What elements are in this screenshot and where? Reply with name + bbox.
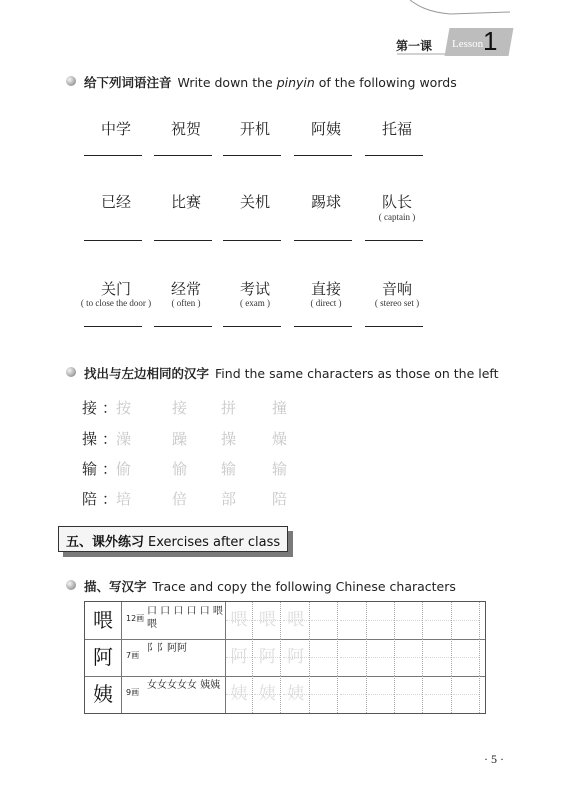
trace-cell[interactable]: 喂: [226, 602, 253, 639]
model-char: 阿: [85, 639, 122, 676]
vocab-word: 踢球: [310, 193, 341, 211]
vocab-word: 经常: [170, 280, 201, 298]
heading-zh: 描、写汉字: [84, 579, 147, 594]
pinyin-answer-line[interactable]: [294, 326, 352, 327]
candidate-char[interactable]: 接: [172, 399, 188, 417]
exercises-banner-text: [66, 531, 280, 550]
copy-cell[interactable]: [396, 602, 423, 639]
copy-cell[interactable]: [340, 602, 367, 639]
vocab-gloss: ( captain ): [378, 212, 416, 222]
colon: ：: [102, 430, 118, 448]
vocab-gloss: ( to close the door ): [80, 298, 152, 308]
stroke-count: 9画: [126, 688, 140, 697]
pinyin-answer-line[interactable]: [154, 155, 212, 156]
trace-cell[interactable]: 阿: [283, 639, 310, 676]
pinyin-answer-line[interactable]: [294, 240, 352, 241]
candidate-char[interactable]: 愉: [172, 460, 188, 478]
vocab-gloss: ( often ): [171, 298, 201, 308]
target-char: 陪: [82, 490, 98, 508]
pinyin-answer-line[interactable]: [84, 155, 142, 156]
candidate-char[interactable]: 输: [272, 460, 288, 478]
stroke-count: 7画: [126, 651, 140, 660]
find-row: [82, 488, 312, 510]
pinyin-answer-line[interactable]: [223, 326, 281, 327]
bullet-icon: [66, 367, 76, 377]
bullet-icon: [66, 580, 76, 590]
find-row: [82, 428, 312, 450]
copy-cell[interactable]: [396, 639, 423, 676]
heading-en-italic: pinyin: [276, 75, 315, 90]
vocab-word: 开机: [239, 120, 270, 138]
pinyin-answer-line[interactable]: [365, 155, 423, 156]
stroke-count: 12画: [126, 614, 145, 623]
copy-cell[interactable]: [425, 676, 452, 713]
trace-cell[interactable]: 姨: [283, 676, 310, 713]
trace-cell[interactable]: 喂: [283, 602, 310, 639]
tracing-row: [85, 639, 485, 677]
candidate-char[interactable]: 拼: [221, 399, 237, 417]
candidate-char[interactable]: 躁: [172, 430, 188, 448]
vocab-word: 关机: [239, 193, 270, 211]
vocab-gloss: ( stereo set ): [374, 298, 420, 308]
copy-cell[interactable]: [453, 676, 480, 713]
vocab-word: 直接: [310, 280, 341, 298]
stroke-sequence: 口 口 口 口 口 喂喂: [147, 606, 223, 630]
heading-en: Trace and copy the following Chinese characters: [152, 579, 456, 594]
vocab-gloss: ( direct ): [310, 298, 342, 308]
stroke-sequence: 女女女女女 姨姨: [147, 680, 221, 691]
copy-cell[interactable]: [311, 639, 338, 676]
model-char: 喂: [85, 602, 122, 639]
vocab-word: 阿姨: [310, 120, 341, 138]
trace-cell[interactable]: 阿: [254, 639, 281, 676]
vocab-word: 考试: [239, 280, 270, 298]
tracing-table: [84, 601, 486, 714]
section-pinyin-heading: [84, 73, 457, 91]
colon: ：: [102, 490, 118, 508]
heading-en: Write down the: [177, 75, 277, 90]
pinyin-answer-line[interactable]: [154, 240, 212, 241]
lesson-label-en: Lesson: [452, 38, 484, 50]
page-number: · 5 ·: [484, 752, 504, 766]
vocab-word: 已经: [100, 193, 131, 211]
copy-cell[interactable]: [368, 639, 395, 676]
copy-cell[interactable]: [340, 676, 367, 713]
stroke-order-cell: [122, 676, 226, 713]
lesson-label-zh: 第一课: [396, 39, 433, 53]
candidate-char[interactable]: 陪: [272, 490, 288, 508]
banner-zh: 五、课外练习: [66, 535, 145, 550]
candidate-char[interactable]: 按: [116, 399, 132, 417]
copy-cell[interactable]: [425, 602, 452, 639]
vocab-gloss: ( exam ): [240, 298, 270, 308]
section-trace-heading: [84, 577, 456, 595]
tracing-row: [85, 602, 485, 640]
target-char: 接: [82, 399, 98, 417]
stroke-order-cell: [122, 602, 226, 639]
copy-cell[interactable]: [396, 676, 423, 713]
copy-cell[interactable]: [453, 639, 480, 676]
vocab-word: 关门: [100, 280, 131, 298]
heading-en: Find the same characters as those on the left: [215, 366, 499, 381]
stroke-sequence: 阝阝阿阿: [147, 643, 187, 654]
colon: ：: [102, 460, 118, 478]
copy-cell[interactable]: [368, 602, 395, 639]
copy-cell[interactable]: [368, 676, 395, 713]
copy-cell[interactable]: [311, 602, 338, 639]
trace-cell[interactable]: 阿: [226, 639, 253, 676]
pinyin-answer-line[interactable]: [84, 240, 142, 241]
vocab-word: 队长: [381, 193, 412, 211]
banner-en: Exercises after class: [148, 535, 281, 550]
trace-cell[interactable]: 姨: [254, 676, 281, 713]
candidate-char[interactable]: 倍: [172, 490, 188, 508]
pinyin-answer-line[interactable]: [223, 240, 281, 241]
copy-cell[interactable]: [425, 639, 452, 676]
candidate-char[interactable]: 输: [221, 460, 237, 478]
candidate-char[interactable]: 撞: [272, 399, 288, 417]
vocab-word: 比赛: [170, 193, 201, 211]
candidate-char[interactable]: 偷: [116, 460, 132, 478]
pinyin-answer-line[interactable]: [365, 326, 423, 327]
section-find-heading: [84, 364, 499, 382]
candidate-char[interactable]: 操: [221, 430, 237, 448]
pinyin-answer-line[interactable]: [365, 240, 423, 241]
trace-cell[interactable]: 喂: [254, 602, 281, 639]
copy-cell[interactable]: [340, 639, 367, 676]
target-char: 输: [82, 460, 98, 478]
model-char: 姨: [85, 676, 122, 713]
trace-cell[interactable]: 姨: [226, 676, 253, 713]
lesson-number: 1: [483, 26, 498, 56]
pinyin-answer-line[interactable]: [84, 326, 142, 327]
heading-en: of the following words: [314, 75, 457, 90]
stroke-order-cell: [122, 639, 226, 676]
pinyin-answer-line[interactable]: [294, 155, 352, 156]
find-row: [82, 397, 312, 419]
pinyin-answer-line[interactable]: [154, 326, 212, 327]
candidate-char[interactable]: 燥: [272, 430, 288, 448]
bullet-icon: [66, 76, 76, 86]
copy-cell[interactable]: [311, 676, 338, 713]
vocab-word: 托福: [381, 120, 412, 138]
colon: ：: [102, 399, 118, 417]
target-char: 操: [82, 430, 98, 448]
heading-zh: 给下列词语注音: [84, 75, 172, 90]
heading-zh: 找出与左边相同的汉字: [84, 366, 210, 381]
vocab-word: 中学: [100, 120, 131, 138]
copy-cell[interactable]: [453, 602, 480, 639]
candidate-char[interactable]: 培: [116, 490, 132, 508]
candidate-char[interactable]: 澡: [116, 430, 132, 448]
tracing-row: [85, 676, 485, 713]
candidate-char[interactable]: 部: [221, 490, 237, 508]
vocab-word: 音响: [381, 280, 412, 298]
find-row: [82, 458, 312, 480]
pinyin-answer-line[interactable]: [223, 155, 281, 156]
vocab-word: 祝贺: [170, 120, 201, 138]
